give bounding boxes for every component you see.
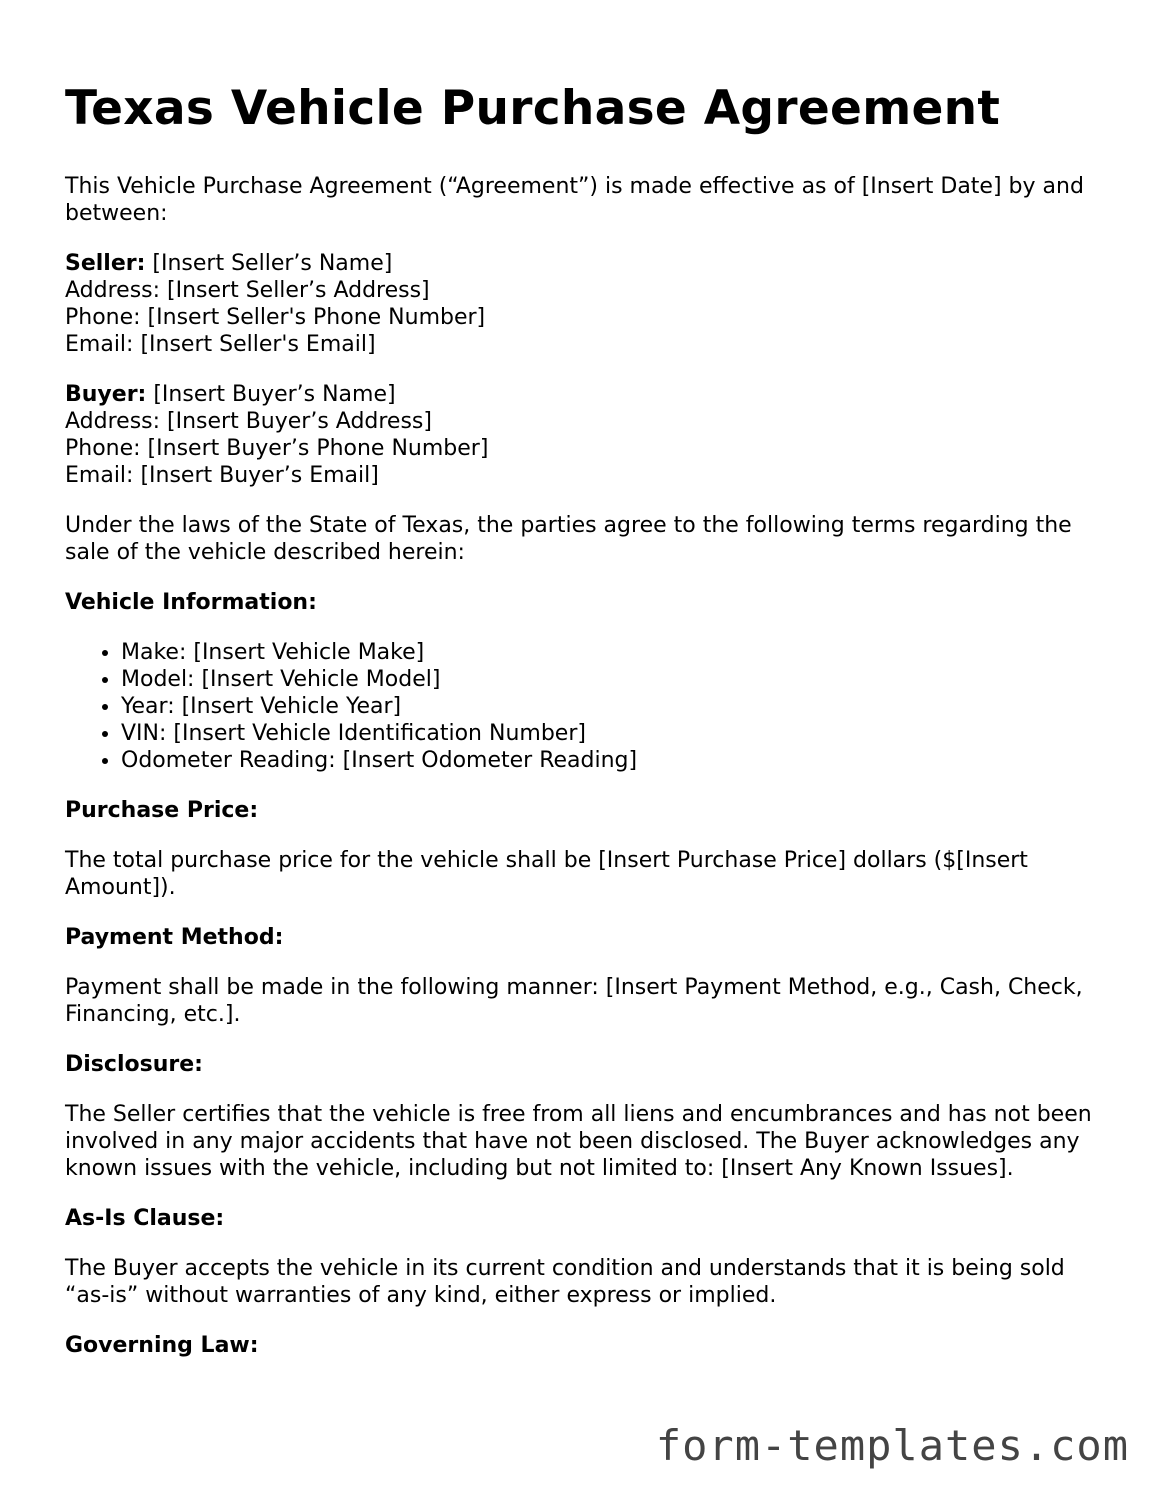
disclosure-heading: Disclosure: [65, 1052, 203, 1077]
list-item: • Model: [Insert Vehicle Model] [121, 666, 1105, 693]
intro-paragraph: This Vehicle Purchase Agreement (“Agreement”) is made effective as of [Insert Date] by and between: [65, 174, 1084, 226]
document-title: Texas Vehicle Purchase Agreement [65, 81, 1001, 136]
purchase-price-heading: Purchase Price: [65, 798, 259, 823]
vehicle-info-list [65, 639, 1105, 774]
list-item: • VIN: [Insert Vehicle Identification Number] [121, 720, 1105, 747]
seller-address: Address: [Insert Seller’s Address] [65, 278, 430, 303]
buyer-block [65, 381, 1105, 489]
buyer-name-line [65, 381, 1105, 408]
document-body [65, 78, 1105, 1382]
list-item: • Make: [Insert Vehicle Make] [121, 639, 1105, 666]
purchase-price-paragraph: The total purchase price for the vehicle shall be [Insert Purchase Price] dollars ($[Insert Amount]). [65, 848, 1028, 900]
buyer-name: [Insert Buyer’s Name] [146, 382, 396, 407]
list-item: • Year: [Insert Vehicle Year] [121, 693, 1105, 720]
seller-phone: Phone: [Insert Seller's Phone Number] [65, 305, 486, 330]
payment-method-paragraph: Payment shall be made in the following manner: [Insert Payment Method, e.g., Cash, Check, Financing, etc.]. [65, 975, 1083, 1027]
seller-block [65, 250, 1105, 358]
buyer-phone: Phone: [Insert Buyer’s Phone Number] [65, 436, 489, 461]
as-is-heading: As-Is Clause: [65, 1206, 225, 1231]
seller-email: Email: [Insert Seller's Email] [65, 332, 376, 357]
buyer-label: Buyer: [65, 382, 147, 407]
list-item: • Odometer Reading: [Insert Odometer Reading] [121, 747, 1105, 774]
terms-intro-paragraph: Under the laws of the State of Texas, the parties agree to the following terms regarding the sale of the vehicle described herein: [65, 513, 1072, 565]
disclosure-paragraph: The Seller certifies that the vehicle is free from all liens and encumbrances and has not been involved in any major accidents that have not been disclosed. The Buyer acknowledges any known issues with the vehicle, including but not limited to: [Insert Any Known Issues]. [65, 1102, 1092, 1181]
buyer-address: Address: [Insert Buyer’s Address] [65, 409, 432, 434]
seller-name: [Insert Seller’s Name] [145, 251, 393, 276]
watermark-logo: form-templates.com [655, 1421, 1129, 1470]
buyer-email: Email: [Insert Buyer’s Email] [65, 463, 379, 488]
governing-law-heading: Governing Law: [65, 1333, 259, 1358]
vehicle-info-heading: Vehicle Information: [65, 590, 317, 615]
payment-method-heading: Payment Method: [65, 925, 284, 950]
seller-label: Seller: [65, 251, 146, 276]
as-is-paragraph: The Buyer accepts the vehicle in its current condition and understands that it is being sold “as-is” without warranties of any kind, either express or implied. [65, 1256, 1065, 1308]
seller-name-line [65, 250, 1105, 277]
